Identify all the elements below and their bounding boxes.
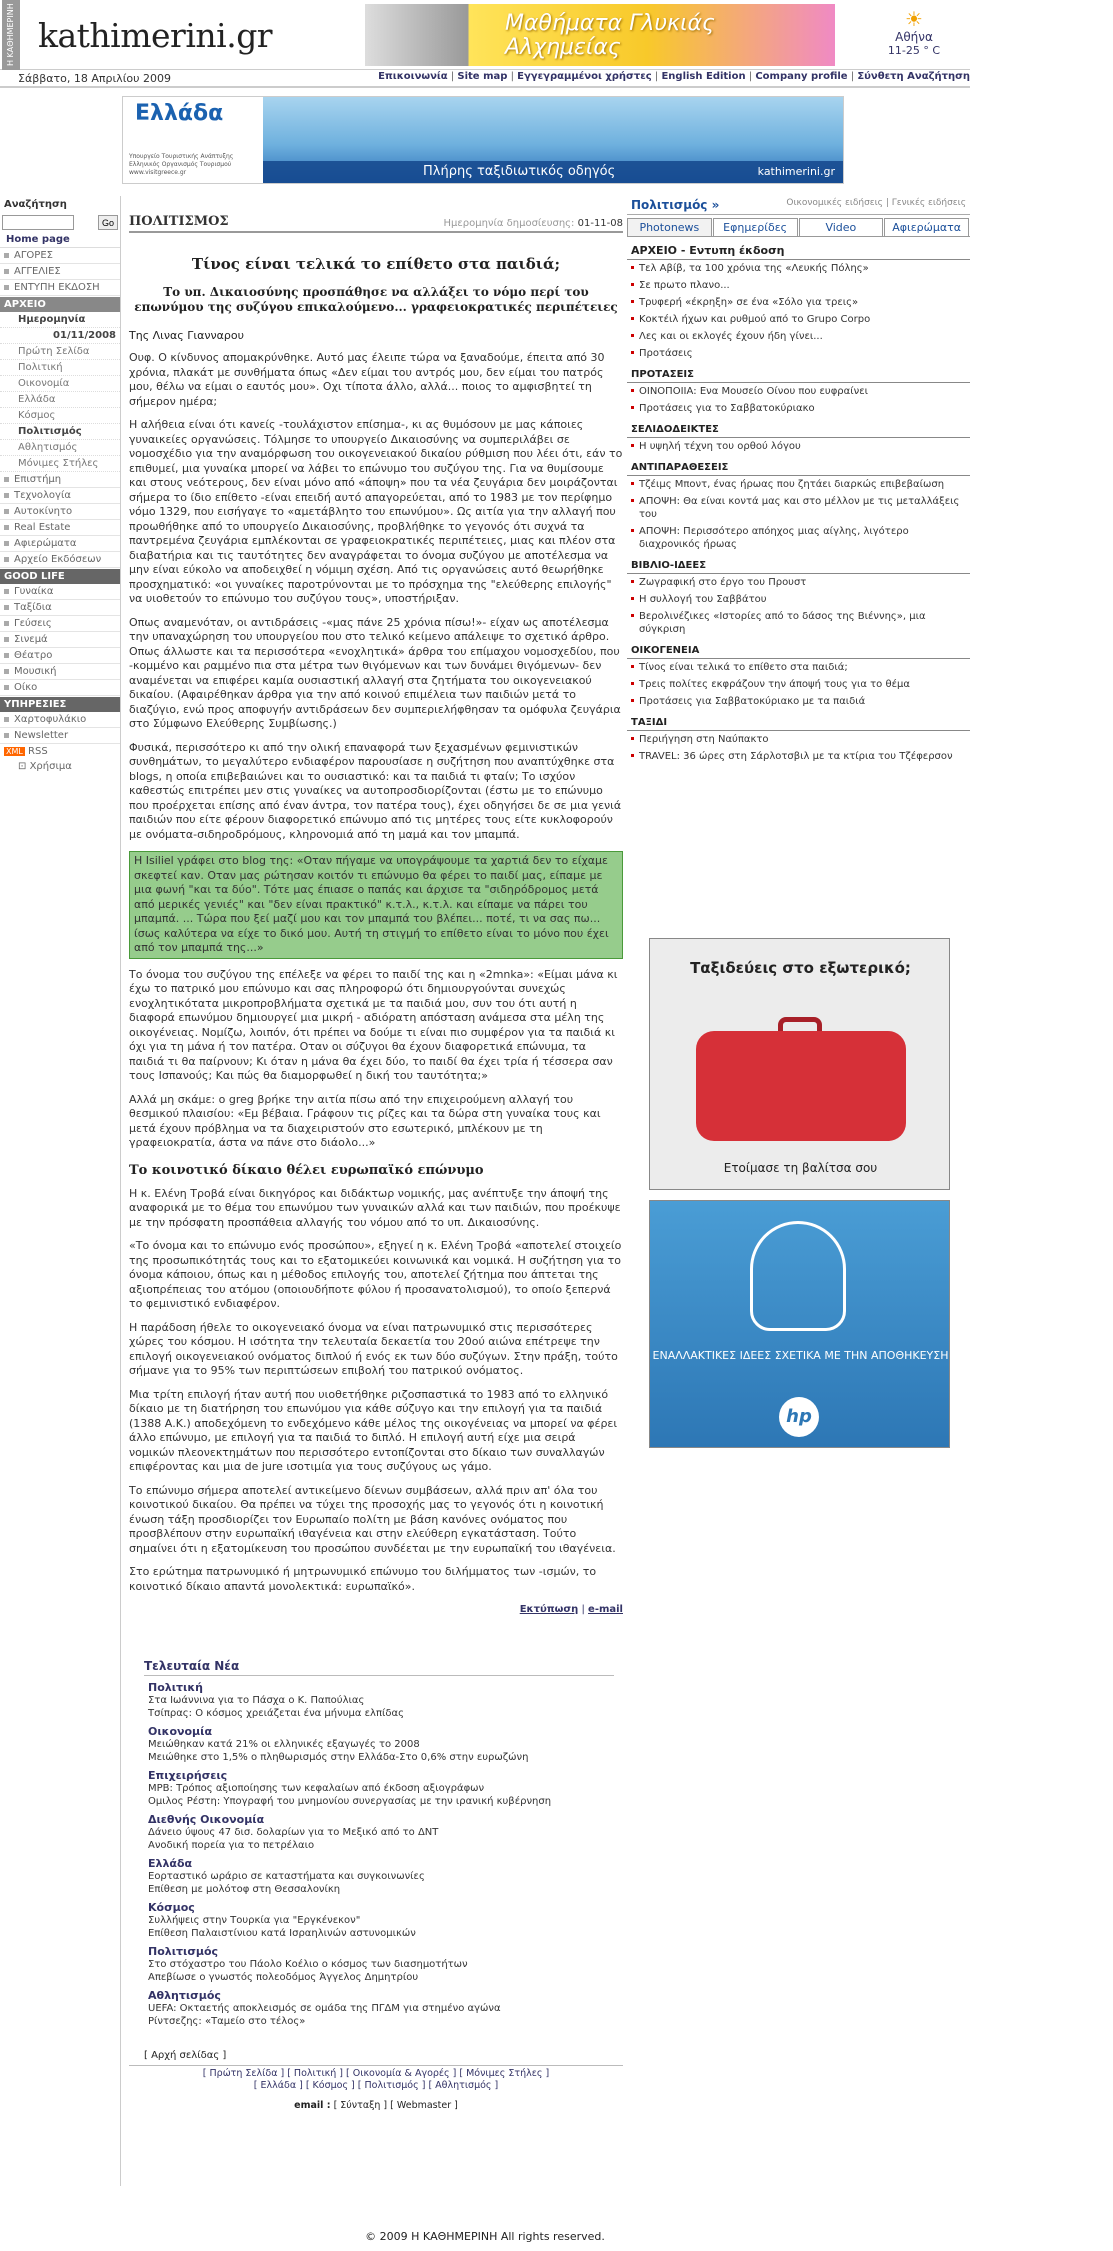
head-icon <box>750 1221 846 1331</box>
article-author: Της Λινας Γιανναρου <box>129 329 244 342</box>
archive-item[interactable]: Ελλάδα <box>0 392 120 408</box>
group-title: ΣΕΛΙΔΟΔΕΙΚΤΕΣ <box>627 421 970 438</box>
group-link[interactable]: TRAVEL: 36 ώρες στη Σάρλοτσβιλ με τα κτίρια του Τζέφερσον <box>627 748 970 765</box>
article-paragraph: Οπως αναμενόταν, οι αντιδράσεις -«μας πάνε 25 χρόνια πίσω!»- είχαν ως αποτέλεσμα την υπαναχώρηση του υπουργείου που στο τελικό κείμενο απάλειψε το σχετικό άρθρο. Οπως άλλωστε και τα περισσότερα «ενοχλητικά» άρθρα του επίμαχου νομοσχεδίου, που -κομμένο και ραμμένο πια στα μέτρα των θιγόμενων και των δυνάμει θιγόμενων- δεν αναμένεται να επιφέρει καμία ουσιαστική αλλαγή στα ζητήματα του οικογενειακού δικαίου. (Αφαιρέθηκαν άρθρα για την από κοινού επιμέλεια των παιδιών μετά το διαζύγιο, ενώ προς αποφυγήν αντιδράσεων δεν συμπεριελήφθησαν τα ομόφυλα ζευγάρια στο Σύμφωνο Ελεύθερης Συμβίωσης.) <box>129 615 621 730</box>
publish-date-label: Ημερομηνία δημοσίευσης: <box>443 218 575 229</box>
nav-english[interactable]: English Edition <box>661 71 746 82</box>
sidebar-item-entypi[interactable]: ΕΝΤΥΠΗ ΕΚΔΟΣΗ <box>0 280 120 296</box>
goodlife-item[interactable]: Μουσική <box>0 664 120 680</box>
latest-item[interactable]: Μειώθηκαν κατά 21% οι ελληνικές εξαγωγές το 2008 <box>148 1739 420 1750</box>
tab-video[interactable]: Video <box>799 218 884 236</box>
latest-category[interactable]: Αθλητισμός <box>148 1989 221 2002</box>
share-links: Εκτύπωση | e-mail <box>519 1604 623 1615</box>
tab-newspapers[interactable]: Εφημερίδες <box>713 218 798 236</box>
nav-contact[interactable]: Επικοινωνία <box>378 71 448 82</box>
latest-item[interactable]: Στα Ιωάννινα για το Πάσχα ο Κ. Παπούλιας <box>148 1695 365 1706</box>
search-input[interactable] <box>2 215 74 230</box>
footer-links <box>129 2065 623 2092</box>
publish-date-value: 01-11-08 <box>577 218 623 229</box>
weather-temp: 11-25 ° C <box>887 44 941 57</box>
group-link[interactable]: Προτάσεις για το Σαββατοκύριακο <box>627 400 970 417</box>
article-paragraph: Το επώνυμο σήμερα αποτελεί αντικείμενο δίενων συμβάσεων, αλλά πριν απ' όλα του κοινοτικού δικαίου. Θα πρέπει να τύχει της προσοχής μας το γεγονός ότι η κοινοτική ένωση τάξη προσδιορίζει τον Ευρωπαίο πολίτη με βάση κανόνες ονόματος που προσβλέπουν στην ευρωπαϊκή ιθαγένεια και στην ελεύθερη εγκατάσταση. Τούτο σημαίνει ότι η εξατομίκευση του προσώπου συνδέεται με την ευρωπαϊκή του ιθαγένεια. <box>129 1483 616 1555</box>
latest-item[interactable]: MPB: Τρόπος αξιοποίησης των κεφαλαίων από έκδοση αξιογράφων <box>148 1783 485 1794</box>
archive-link[interactable]: Σε πρωτο πλανο... <box>627 277 970 294</box>
article-subheading: Το κοινοτικό δίκαιο θέλει ευρωπαϊκό επώνυμο <box>129 1162 484 1178</box>
latest-item[interactable]: Μειώθηκε στο 1,5% ο πληθωρισμός στην Ελλάδα-Στο 0,6% στην ευρωζώνη <box>148 1752 529 1763</box>
footer-email-row <box>129 2100 623 2111</box>
latest-item[interactable]: Στο στόχαστρο του Πάολο Κοέλιο ο κόσμος των διασημοτήτων <box>148 1959 468 1970</box>
weather-city: Αθήνα <box>895 30 933 44</box>
sidebar-item[interactable]: Αφιερώματα <box>0 536 120 552</box>
right-groups <box>627 366 970 765</box>
tourism-banner-ad[interactable] <box>122 96 844 184</box>
archive-item[interactable]: Αθλητισμός <box>0 440 120 456</box>
top-nav: Επικοινωνία | Site map | Εγγεγραμμένοι χρήστες | English Edition | Company profile | Σύνθετη Αναζήτηση <box>378 71 970 82</box>
luggage-ad[interactable] <box>649 938 950 1190</box>
latest-category[interactable]: Ελλάδα <box>148 1857 193 1870</box>
ad1-title: Ταξιδεύεις στο εξωτερικό; <box>690 959 911 977</box>
goodlife-item[interactable]: Σινεμά <box>0 632 120 648</box>
hp-logo: hp <box>779 1397 819 1437</box>
sun-icon: ☀ <box>905 7 923 31</box>
article-title: Τίνος είναι τελικά το επίθετο στα παιδιά; <box>191 255 561 273</box>
copyright: © 2009 Η ΚΑΘΗΜΕΡΙΝΗ All rights reserved. <box>365 2230 605 2243</box>
archive-date-label[interactable]: Ημερομηνία <box>0 312 120 328</box>
ad2-text: ΕΝΑΛΛΑΚΤΙΚΕΣ ΙΔΕΕΣ ΣΧΕΤΙΚΑ ΜΕ ΤΗΝ ΑΠΟΘΗΚΕΥΣΗ <box>652 1349 949 1362</box>
banner2-brand: kathimerini.gr <box>757 165 835 178</box>
help-icon: ⊡ <box>18 761 27 772</box>
archive-link[interactable]: Τελ Αβίβ, τα 100 χρόνια της «Λευκής Πόλης» <box>627 260 970 277</box>
archive-date: 01/11/2008 <box>0 328 120 344</box>
group-link[interactable]: Τζέιμς Μποντ, ένας ήρωας που ζητάει διαρκώς επιβεβαίωση <box>627 476 970 493</box>
latest-item[interactable]: Δάνειο ύψους 47 δισ. δολαρίων για το Μεξικό από το ΔΝΤ <box>148 1827 439 1838</box>
latest-news-list <box>144 1681 623 2028</box>
header-banner-ad[interactable] <box>365 4 835 66</box>
group-link[interactable]: Τρεις πολίτες εκφράζουν την άποψή τους για το θέμα <box>627 676 970 693</box>
group-link[interactable]: Προτάσεις για Σαββατοκύριακο με τα παιδιά <box>627 693 970 710</box>
nav-sitemap[interactable]: Site map <box>457 71 508 82</box>
latest-item[interactable]: Επίθεση με μολότοφ στη Θεσσαλονίκη <box>148 1884 341 1895</box>
archive-item[interactable]: Μόνιμες Στήλες <box>0 456 120 472</box>
sidebar-item[interactable]: Τεχνολογία <box>0 488 120 504</box>
article-paragraph: «Το όνομα και το επώνυμο ενός προσώπου», εξηγεί η κ. Ελένη Τροβά «αποτελεί στοιχείο της προσωπικότητάς τους και το εξατομικεύει κοινωνικά και νομικά. Η συζήτηση για το όνομα κάποιου, όπως και η μέθοδος επιλογής του, αποτελεί ζήτημα που άπτεται της αξιοπρέπειας του ατόμου (οποιουδήποτε φύλου ή προσανατολισμού), το οποίο ξεπερνά το φεμινιστικό ενδιαφέρον. <box>129 1239 622 1310</box>
group-link[interactable]: Βερολινέζικες «Ιστορίες από το δάσος της Βιέννης», μια σύγκριση <box>627 608 970 638</box>
archive-item-active[interactable]: Πολιτισμός <box>0 424 120 440</box>
email-link[interactable]: e-mail <box>588 1604 623 1615</box>
print-link[interactable]: Εκτύπωση <box>519 1604 579 1615</box>
nav-divider <box>0 86 970 88</box>
group-title: ΟΙΚΟΓΕΝΕΙΑ <box>627 642 970 659</box>
group-link[interactable]: ΟΙΝΟΠΟΙΙΑ: Ενα Μουσείο Οίνου που ευφραίνει <box>627 383 970 400</box>
right-header[interactable]: Πολιτισμός » <box>631 198 720 212</box>
article-paragraph: Η αλήθεια είναι ότι κανείς -τουλάχιστον επίσημα-, κι ας θυμόσουν με μας κάποιες γυναικείες οργανώσεις. Τόλμησε το υπουργείο Δικαιοσύνης να συμπεριλάβει σε νομοσχέδιο για την αναμόρφωση του οικογενειακού δικαίου ρύθμιση που λέει ότι, εάν το επιθυμεί, μια γυναίκα μπορεί να λάβει το επώνυμο του συζύγου της. Για να θυμίσουμε και στους νεότερους, δεν είναι μόνο από «άποψη» που τα νέα ζευγάρια δεν μοιράζονται σήμερα το ίδιο επίθετο -είναι επειδή αυτό απαγορεύεται, από το 1983 με τον περίφημο νόμο 1329, που εισήγαγε το «αμετάβλητο του επωνύμου». Ως αιτία για την αλλαγή που προωθήθηκε από το υπουργείο Δικαιοσύνης, προβλήθηκε το γεγονός ότι συχνά τα παντρεμένα ζευγάρια εμπλέκονται σε γραφειοκρατικές περιπέτειες, μιας και πλέον στα διαβατήρια και τις ταυτότητες δεν αναγράφεται το όνομα συζύγου με αποτέλεσμα να μην είναι εύκολο να αποδειχθεί η νόμιμη σχέση. Από τις οργανώσεις αυτό θεωρήθηκε προσχηματικό: «οι γυναίκες παροτρύνονται με το πρόσχημα της "ελεύθερης επιλογής" να υιοθετούν το επώνυμο του συζύγου τους», υποστήριξαν. <box>129 418 623 605</box>
latest-category[interactable]: Κόσμος <box>148 1901 195 1914</box>
group-title: ΠΡΟΤΑΣΕΙΣ <box>627 366 970 383</box>
nav-advanced-search[interactable]: Σύνθετη Αναζήτηση <box>857 71 970 82</box>
goodlife-item[interactable]: Γυναίκα <box>0 584 120 600</box>
footer-email-links[interactable]: [ Σύνταξη ] [ Webmaster ] <box>333 2100 458 2111</box>
help-label: Χρήσιμα <box>29 761 72 772</box>
services-header: ΥΠΗΡΕΣΙΕΣ <box>0 697 120 712</box>
search-label: Αναζήτηση <box>4 199 67 210</box>
article-paragraph: Φυσικά, περισσότερο κι από την ολική επαναφορά των ξεχασμένων φεμινιστικών συνθημάτων, το μεγαλύτερο ενδιαφέρον παρουσίασε η συζήτηση που αναπτύχθηκε στα blogs, η οποία επιβεβαιώνει και το ουσιαστικό: και τα παιδιά τι φταίν; Το ισχύον καθεστώς επιτρέπει μεν στις γυναίκες να αυτοπροσδιορίζονται (έστω με το επώνυμο που προέρχεται επίσης από έναν άντρα, τον πατέρα τους), έχει οδηγήσει δε σε μια γενιά παιδιών που είτε φέρουν διαφορετικό επώνυμο από τις μητέρες τους είτε κυκλοφορούν με ονόματα-σιδηροδρόμους, κληρονομιά από τη μαμά και τον μπαμπά. <box>129 740 622 841</box>
footer-email-label: email : <box>294 2100 331 2111</box>
article-paragraph: Ουφ. Ο κίνδυνος απομακρύνθηκε. Αυτό μας έλειπε τώρα να ξαναδούμε, έπειτα από 30 χρόνια, πλακάτ με συνθήματα όπως «Δεν είμαι του αντρός μου, δεν είμαι του πατρός μου, θέλω να είμαι ο εαυτός μου». Οχι τίποτα άλλο, αλλά... ποιος το αμφισβητεί τη σήμερον ημέρα; <box>129 351 605 408</box>
latest-item[interactable]: Ομιλος Ρέστη: Υπογραφή του μνημονίου συνεργασίας με την ιρανική κυβέρνηση <box>148 1796 552 1807</box>
banner-text: Μαθήματα Γλυκιάς Αλχημείας <box>505 11 715 60</box>
rss-row[interactable] <box>0 744 120 759</box>
latest-item[interactable]: UEFA: Οκταετής αποκλεισμός σε ομάδα της ΠΓΔΜ για στημένο αγώνα <box>148 2003 501 2014</box>
xml-icon: XML <box>6 747 23 756</box>
banner2-title: Ελλάδα <box>135 101 224 126</box>
nav-company[interactable]: Company profile <box>755 71 848 82</box>
site-logo[interactable]: kathimerini.gr <box>38 16 273 55</box>
group-title: ΤΑΞΙΔΙ <box>627 714 970 731</box>
section-title: ΠΟΛΙΤΙΣΜΟΣ <box>129 214 623 233</box>
sidebar-item-aggelies[interactable]: ΑΓΓΕΛΙΕΣ <box>0 264 120 280</box>
group-link[interactable]: Τίνος είναι τελικά το επίθετο στα παιδιά; <box>627 659 970 676</box>
help-link[interactable] <box>0 759 120 774</box>
group-link[interactable]: Η συλλογή του Σαββάτου <box>627 591 970 608</box>
right-subheader[interactable]: Οικονομικές ειδήσεις | Γενικές ειδήσεις <box>786 198 966 208</box>
article-paragraph: Στο ερώτημα πατρωνυμικό ή μητρωνυμικό επώνυμο του διλήμματος των -ισμών, το κοινοτικό δίκαιο απαντά μονολεκτικά: ευρωπαϊκό». <box>129 1565 597 1593</box>
group-link[interactable]: ΑΠΟΨΗ: Θα είναι κοντά μας και στο μέλλον με τις μεταλλάξεις του <box>627 493 970 523</box>
article-column <box>129 214 623 2111</box>
latest-item[interactable]: Συλλήψεις στην Τουρκία για "Εργκένεκον" <box>148 1915 361 1926</box>
date-line: Σάββατο, 18 Απριλίου 2009 <box>18 72 172 85</box>
back-to-top-link[interactable]: [ Αρχή σελίδας ] <box>144 2050 227 2061</box>
good-life-header: GOOD LIFE <box>0 569 120 584</box>
group-link[interactable]: ΑΠΟΨΗ: Περισσότερο απόηχος μιας αίγλης, λιγότερο διαχρονικός ήρωας <box>627 523 970 553</box>
footer-links-row[interactable]: [ Πρώτη Σελίδα ] [ Πολιτική ] [ Οικονομία & Αγορές ] [ Μόνιμες Στήλες ] <box>202 2068 550 2079</box>
article-paragraph: Μια τρίτη επιλογή ήταν αυτή που υιοθετήθηκε ριζοσπαστικά το 1983 από το ελληνικό δίκαιο με τη διατήρηση του επωνύμου για κάθε σύζυγο και την επιλογή για τα παιδιά (1388 Α.Κ.) αποδεχόμενη το ενδεχόμενο κάθε μέλος της οικογένειας να μπορεί να φέρει άλλο επώνυμο, με επιλογή για τα παιδιά το διπλό. Η επιλογή αυτή είχε μια σειρά νομικών πλεονεκτημάτων που περισσότερο εντοπίζονται στο δίκαιο των συναλλαγών επιφέροντας και μια de jure ισοτιμία για τους συζύγους ως γάμο. <box>129 1387 618 1473</box>
archive-item[interactable]: Οικονομία <box>0 376 120 392</box>
group-title: ΒΙΒΛΙΟ-ΙΔΕΕΣ <box>627 557 970 574</box>
latest-item[interactable]: Απεβίωσε ο γνωστός πολεοδόμος Άγγελος Δημητρίου <box>148 1972 419 1983</box>
article-subtitle: Το υπ. Δικαιοσύνης προσπάθησε να αλλάξει το νόμο περί του επωνύμου της συζύγου επικαλούμενο... γραφειοκρατικές περιπέτειες <box>134 285 618 314</box>
latest-category[interactable]: Οικονομία <box>148 1725 212 1738</box>
footer-links-row[interactable]: [ Ελλάδα ] [ Κόσμος ] [ Πολιτισμός ] [ Αθλητισμός ] <box>253 2080 499 2091</box>
group-title: ΑΝΤΙΠΑΡΑΘΕΣΕΙΣ <box>627 459 970 476</box>
publish-date <box>443 218 623 229</box>
header <box>0 0 970 70</box>
archive-link[interactable]: Προτάσεις <box>627 345 970 362</box>
archive-list <box>627 260 970 362</box>
latest-item[interactable]: Επίθεση Παλαιστίνιου κατά Ισραηλινών αστυνομικών <box>148 1928 416 1939</box>
latest-category[interactable]: Πολιτισμός <box>148 1945 219 1958</box>
banner2-bar: Πλήρης ταξιδιωτικός οδηγός <box>423 164 616 179</box>
group-link[interactable]: Περιήγηση στη Ναύπακτο <box>627 731 970 748</box>
latest-category[interactable]: Πολιτική <box>148 1681 203 1694</box>
latest-news-title: Τελευταία Νέα <box>144 1659 614 1676</box>
sidebar-item[interactable]: Αυτοκίνητο <box>0 504 120 520</box>
group-link[interactable]: Η υψηλή τέχνη του ορθού λόγου <box>627 438 970 455</box>
latest-category[interactable]: Διεθνής Οικονομία <box>148 1813 265 1826</box>
left-sidebar <box>0 196 121 2186</box>
sidebar-item[interactable]: Real Estate <box>0 520 120 536</box>
latest-category[interactable]: Επιχειρήσεις <box>148 1769 228 1782</box>
archive-link[interactable]: Λες και οι εκλογές έχουν ήδη γίνει... <box>627 328 970 345</box>
home-link[interactable]: Home page <box>0 232 120 248</box>
weather-widget[interactable] <box>874 8 954 57</box>
service-item[interactable]: Newsletter <box>0 728 120 744</box>
goodlife-item[interactable]: Ταξίδια <box>0 600 120 616</box>
group-link[interactable]: Ζωγραφική στο έργο του Προυστ <box>627 574 970 591</box>
archive-title: ΑΡΧΕΙΟ - Εντυπη έκδοση <box>627 241 970 260</box>
tab-photonews[interactable]: Photonews <box>627 218 712 236</box>
suitcase-image <box>696 1031 906 1141</box>
right-sidebar <box>627 196 970 765</box>
latest-item[interactable]: Ανοδική πορεία για το πετρέλαιο <box>148 1840 315 1851</box>
article-paragraph: Η κ. Ελένη Τροβά είναι δικηγόρος και διδάκτωρ νομικής, μας ανέπτυξε την άποψή της αναφορικά με το θέμα του επωνύμου των γυναικών αλλά και των παιδιών, που προέκυψε με την πρόσφατη προσπάθεια αλλαγής του νόμου από το υπ. Δικαιοσύνης. <box>129 1186 621 1229</box>
article-paragraph: Η παράδοση ήθελε το οικογενειακό όνομα να είναι πατρωνυμικό στις περισσότερες χώρες του κόσμου. Η ισότητα την τελευταία δεκαετία του 20ού αιώνα επέτρεψε την επιλογή οικογενειακού ονόματος διπλού ή ενός εκ των δύο συζύγων. Στην πράξη, τούτο σήμανε για το 95% των περιπτώσεων επιβολή του πατρικού ονόματος. <box>129 1320 618 1377</box>
archive-item[interactable]: Πρώτη Σελίδα <box>0 344 120 360</box>
banner2-subtitle: Υπουργείο Τουριστικής Ανάπτυξης Ελληνικός Οργανισμός Τουρισμού www.visitgreece.gr <box>129 153 234 176</box>
sidebar-item-agores[interactable]: ΑΓΟΡΕΣ <box>0 248 120 264</box>
latest-news <box>129 1659 623 2061</box>
rss-label: RSS <box>28 746 48 757</box>
goodlife-item[interactable]: Γεύσεις <box>0 616 120 632</box>
article-paragraph: Αλλά μη σκάμε: ο greg βρήκε την αιτία πίσω από την επιχειρούμενη αλλαγή του θεσμικού πλαισίου: «Εμ βέβαια. Γράφουν τις ρίζες και τα δώρα στη γυναίκα τους και μετά έχουν πρόβλημα να τα διαχειριστούν στο εσωτερικό, μπλέκουν με τη γραφειοκρατία, άστα να πάνε στο διάολο...» <box>129 1092 601 1149</box>
ad1-footer: Ετοίμασε τη βαλίτσα σου <box>723 1161 878 1175</box>
archive-item[interactable]: Πολιτική <box>0 360 120 376</box>
sidebar-item[interactable]: Επιστήμη <box>0 472 120 488</box>
article-paragraph: Το όνομα του συζύγου της επέλεξε να φέρει το παιδί της και η «2mnka»: «Είμαι μάνα κι έχω το πατρικό μου επώνυμο και σας πληροφορώ ότι δημιουργούνται συνεχώς ενοχλητικότατα μικροπροβλήματα σχετικά με τα παιδιά μου, συν του ότι αυτή η διαφορά επωνύμου δημιουργεί μια μικρή - αδιόρατη απόσταση ανάμεσα στα μέλη της οικογένειας. Νομίζω, λοιπόν, ότι πρέπει να δούμε τι είναι πιο συμφέρον για τα παιδιά κι όχι για τη μάνα ή τον πατέρα. Οταν οι σύζυγοι θα έχουν διαφορετικά επώνυμα, τα παιδιά τι θα παίρνουν; Κι όταν η μάνα θα έχει δύο, το παιδί θα έχει τρία ή τέσσερα σαν τους Ισπανούς; Και πώς θα διαμορφωθεί η δική του ταυτότητα;» <box>129 967 618 1082</box>
vertical-masthead: Η ΚΑΘΗΜΕΡΙΝΗ <box>2 0 20 70</box>
highlighted-quote: Η Isiliel γράφει στο blog της: «Οταν πήγαμε να υπογράψουμε τα χαρτιά δεν το είχαμε σκεφτεί καν. Οταν μας ρώτησαν κοιτόν τι επώνυμο θα φέρει το παιδί μας, είπαμε με μια φωνή "και τα δύο". Τότε μας έπιασε ο παπάς και άρχισε τα "σιδηρόδρομος μετά από μερικές γενιές" και "δεν είναι πρακτικό" κ.τ.λ., κ.τ.λ. και είπαμε να πάρει του μπαμπά. ... Τώρα που ξεί μαζί μου και τον μπαμπά του βλέπει... ποτέ, τι να σας πω... ίσως καλύτερα να είχε το δικό μου. Αυτή τη στιγμή το επίθετο είναι το μόνο που έχει από τον μπαμπά της...» <box>129 851 623 959</box>
latest-item[interactable]: Τσίπρας: Ο κόσμος χρειάζεται ένα μήνυμα ελπίδας <box>148 1708 404 1719</box>
right-tabs <box>627 218 970 236</box>
goodlife-item[interactable]: Θέατρο <box>0 648 120 664</box>
tab-features[interactable]: Αφιερώματα <box>884 218 969 236</box>
goodlife-item[interactable]: Οίκο <box>0 680 120 696</box>
latest-item[interactable]: Εορταστικό ωράριο σε καταστήματα και συγκοινωνίες <box>148 1871 425 1882</box>
nav-registered[interactable]: Εγγεγραμμένοι χρήστες <box>517 71 652 82</box>
sidebar-item[interactable]: Αρχείο Εκδόσεων <box>0 552 120 568</box>
archive-link[interactable]: Τρυφερή «έκρηξη» σε ένα «Σόλο για τρεις» <box>627 294 970 311</box>
hp-ad[interactable] <box>649 1200 950 1448</box>
archive-item[interactable]: Κόσμος <box>0 408 120 424</box>
service-item[interactable]: Χαρτοφυλάκιο <box>0 712 120 728</box>
archive-header: ΑΡΧΕΙΟ <box>0 297 120 312</box>
search-go-button[interactable]: Go <box>98 215 118 230</box>
archive-link[interactable]: Κοκτέιλ ήχων και ρυθμού από το Grupo Corpo <box>627 311 970 328</box>
latest-item[interactable]: Ρίντσεζης: «Ταμείο στο τέλος» <box>148 2016 306 2027</box>
